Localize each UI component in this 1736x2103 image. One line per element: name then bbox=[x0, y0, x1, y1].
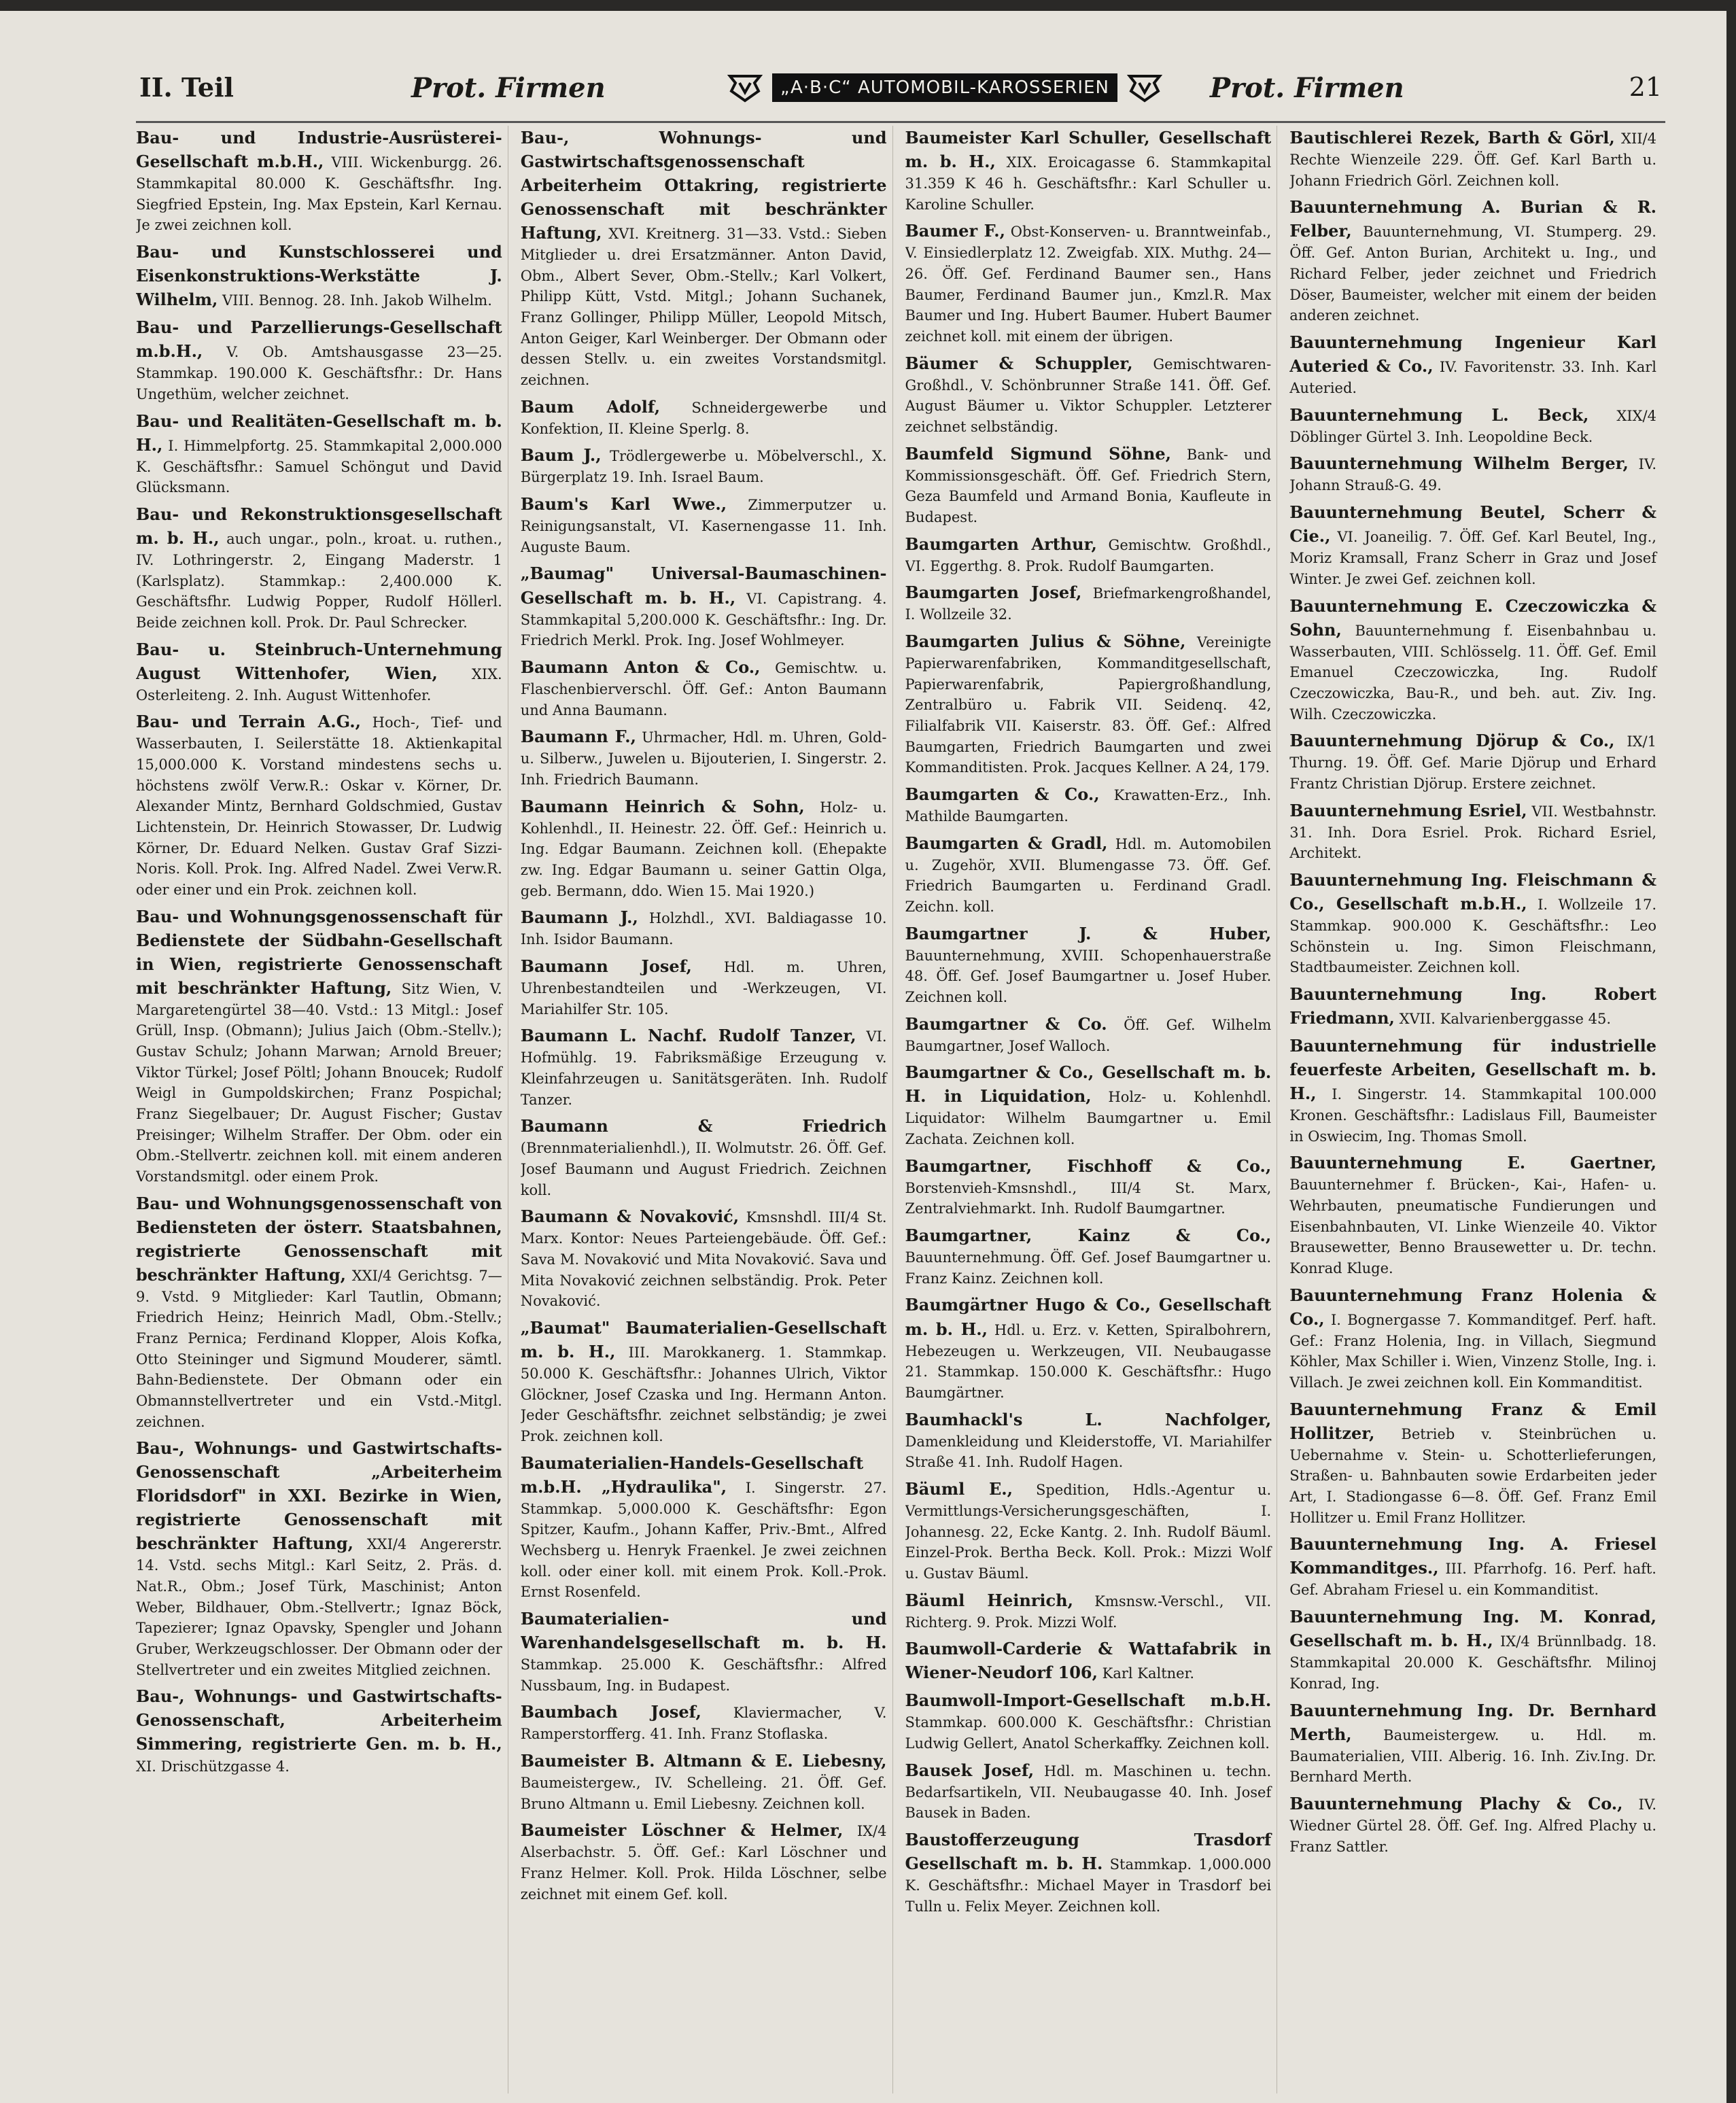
directory-entry bbox=[521, 1451, 887, 1603]
directory-entry bbox=[521, 492, 887, 557]
directory-entry bbox=[905, 1223, 1272, 1289]
directory-entry bbox=[521, 1024, 887, 1110]
firm-details: III. Pfarrhofg. 16. Perf. haft. Gef. Abraham Friesel u. ein Kommanditist. bbox=[1289, 1561, 1656, 1599]
directory-entry bbox=[521, 1204, 887, 1312]
page-number: 21 bbox=[1629, 72, 1662, 102]
firm-name: Bauunternehmung Esriel, bbox=[1289, 800, 1527, 820]
directory-entry bbox=[1289, 1605, 1656, 1694]
directory-entry bbox=[136, 1436, 502, 1680]
directory-entry bbox=[905, 580, 1272, 625]
firm-name: Baumer F., bbox=[905, 221, 1005, 241]
firm-details: Uhrmacher, Hdl. m. Uhren, Gold- u. Silberw., Juwelen u. Bijouterien, I. Singerstr. 2. Inh. Friedrich Baumann. bbox=[520, 729, 887, 788]
firm-name: Baum J., bbox=[520, 445, 602, 466]
firm-name: Baumann F., bbox=[520, 727, 636, 747]
firm-details: Stammkap. 25.000 K. Geschäftsfhr.: Alfred Nussbaum, Ing. in Budapest. bbox=[520, 1656, 887, 1694]
directory-entry bbox=[1289, 729, 1656, 794]
firm-details: I. Singerstr. 14. Stammkapital 100.000 Kronen. Geschäftsfhr.: Ladislaus Fill, Baumeister in Oswiecim, Ing. Thomas Smoll. bbox=[1289, 1086, 1656, 1145]
directory-entry bbox=[1289, 594, 1656, 725]
firm-details: Gemischtw. Großhdl., VI. Eggerthg. 8. Prok. Rudolf Baumgarten. bbox=[905, 536, 1272, 574]
directory-entry bbox=[905, 442, 1272, 528]
firm-name: Baumeister Karl Schuller, Gesellschaft m. b. H., bbox=[905, 128, 1272, 172]
directory-entry bbox=[905, 1293, 1272, 1403]
directory-entry bbox=[521, 725, 887, 790]
firm-details: Holzhdl., XVI. Baldiagasse 10. Inh. Isidor Baumann. bbox=[520, 910, 887, 948]
firm-details: IX/4 Alserbachstr. 5. Öff. Gef.: Karl Löschner und Franz Helmer. Koll. Prok. Hilda Löschner, selbe zeichnet mit einem Gef. koll. bbox=[520, 1823, 887, 1902]
firm-details: III. Marokkanerg. 1. Stammkap. 50.000 K. Geschäftsfhr.: Johannes Ulrich, Viktor Glöckner, Josef Czaska und Ing. Hermann Anton. Jeder Geschäftsfhr. zeichnet selbständig; je zwei Prok. zeichnen koll. bbox=[520, 1344, 887, 1444]
firm-name: Bauunternehmung Ing. Dr. Bernhard Merth, bbox=[1289, 1700, 1656, 1744]
firm-name: Bau- u. Steinbruch-Unternehmung August Wittenhofer, Wien, bbox=[136, 639, 502, 683]
firm-name: Baumfeld Sigmund Söhne, bbox=[905, 443, 1171, 464]
column-1 bbox=[136, 126, 508, 2093]
firm-name: Bau- und Terrain A.G., bbox=[136, 712, 362, 732]
firm-name: Baumeister Löschner & Helmer, bbox=[520, 1820, 844, 1841]
directory-entry bbox=[905, 351, 1272, 438]
firm-details: Krawatten-Erz., Inh. Mathilde Baumgarten. bbox=[905, 787, 1272, 825]
firm-details: Holz- u. Kohlenhdl., II. Heinestr. 22. Öff. Gef.: Heinrich u. Ing. Edgar Baumann. Zeichnen koll. (Ehepakte zw. Ing. Edgar Baumann u. seiner Gattin Olga, geb. Bermann, ddo. Wien 15. Mai 1920.) bbox=[520, 799, 887, 899]
firm-name: Bauunternehmung Franz Holenia & Co., bbox=[1289, 1285, 1656, 1329]
firm-name: Bau- und Wohnungsgenossenschaft von Bediensteten der österr. Staatsbahnen, registrierte Genossenschaft mit beschränkter Haftung, bbox=[136, 1193, 502, 1285]
directory-entry bbox=[1289, 868, 1656, 978]
firm-details: Baumeistergew. u. Hdl. m. Baumaterialien, VIII. Alberig. 16. Inh. Ziv.Ing. Dr. Bernhard Merth. bbox=[1289, 1726, 1656, 1786]
firm-name: Baumann & Friedrich bbox=[520, 1116, 887, 1136]
directory-entry bbox=[521, 1749, 887, 1814]
directory-entry bbox=[905, 1477, 1272, 1584]
firm-name: Bauunternehmung Ingenieur Karl Auteried & Co., bbox=[1289, 332, 1656, 377]
firm-name: „Baumag" Universal-Baumaschinen-Gesellschaft m. b. H., bbox=[520, 563, 887, 608]
firm-name: Baumgarten & Gradl, bbox=[905, 833, 1108, 853]
firm-name: Bauunternehmung Wilhelm Berger, bbox=[1289, 453, 1629, 474]
firm-details: Karl Kaltner. bbox=[1102, 1665, 1195, 1682]
firm-name: Baumann L. Nachf. Rudolf Tanzer, bbox=[520, 1026, 856, 1046]
directory-entry bbox=[1289, 330, 1656, 399]
firm-name: Bau- und Realitäten-Gesellschaft m. b. H., bbox=[136, 411, 502, 455]
firm-name: Baumgärtner Hugo & Co., Gesellschaft m. b. H., bbox=[905, 1295, 1272, 1339]
firm-details: XVII. Kalvarienberggasse 45. bbox=[1399, 1010, 1612, 1027]
firm-name: Bau-, Wohnungs- und Gastwirtschafts-Genossenschaft „Arbeiterheim Floridsdorf" in XXI. Bezirke in Wien, registrierte Genossenschaft mit beschränkter Haftung, bbox=[136, 1438, 502, 1554]
directory-entry bbox=[136, 710, 502, 900]
firm-details: Briefmarkengroßhandel, I. Wollzeile 32. bbox=[905, 585, 1272, 623]
firm-name: Bauunternehmung Ing. A. Friesel Kommanditges., bbox=[1289, 1534, 1656, 1578]
firm-details: XVI. Kreitnerg. 31—33. Vstd.: Sieben Mitglieder u. drei Ersatzmänner. Anton David, Obm., Albert Sever, Obm.-Stellv.; Karl Volkert, Philipp Kütt, Vstd. Mitgl.; Johann Suchanek, Franz Gollinger, Philipp Müller, Leopold Mitsch, Anton Geiger, Karl Weinberger. Der Obmann oder dessen Stellv. u. ein zweites Vorstandsmitgl. zeichnen. bbox=[520, 226, 887, 389]
firm-details: IV. Wiedner Gürtel 28. Öff. Gef. Ing. Alfred Plachy u. Franz Sattler. bbox=[1289, 1796, 1656, 1855]
firm-name: Baumgartner, Kainz & Co., bbox=[905, 1226, 1272, 1246]
directory-entry bbox=[136, 409, 502, 498]
firm-name: Bauunternehmung Ing. Fleischmann & Co., Gesellschaft m.b.H., bbox=[1289, 869, 1656, 914]
directory-entry bbox=[1289, 1283, 1656, 1393]
firm-name: Bautischlerei Rezek, Barth & Görl, bbox=[1289, 128, 1615, 147]
directory-entry bbox=[905, 1688, 1272, 1754]
firm-details: XIX. Osterleiteng. 2. Inh. August Wittenhofer. bbox=[136, 665, 502, 703]
directory-entry bbox=[905, 782, 1272, 827]
directory-entry bbox=[905, 532, 1272, 577]
firm-details: auch ungar., poln., kroat. u. ruthen., IV. Lothringerstr. 2, Eingang Maderstr. 1 (Karlsplatz). Stammkap.: 2,400.000 K. Geschäftsfhr. Ludwig Popper, Rudolf Höllerl. Beide zeichnen koll. Prok. Dr. Paul Schrecker. bbox=[136, 530, 502, 631]
firm-name: Baustofferzeugung Trasdorf Gesellschaft m. b. H. bbox=[905, 1829, 1272, 1873]
firm-details: Bauunternehmung. Öff. Gef. Josef Baumgartner u. Franz Kainz. Zeichnen koll. bbox=[905, 1249, 1272, 1287]
firm-details: I. Himmelpfortg. 25. Stammkapital 2,000.000 K. Geschäftsfhr.: Samuel Schöngut und David Glücksmann. bbox=[136, 437, 502, 496]
firm-details: XIX/4 Döblinger Gürtel 3. Inh. Leopoldine Beck. bbox=[1289, 407, 1656, 445]
directory-entry bbox=[905, 831, 1272, 918]
firm-details: Hdl. m. Uhren, Uhrenbestandteilen und -Werkzeugen, VI. Mariahilfer Str. 105. bbox=[520, 958, 887, 1018]
firm-name: Bauunternehmung Franz & Emil Hollitzer, bbox=[1289, 1399, 1656, 1443]
firm-name: „Baumat" Baumaterialien-Gesellschaft m. b. H., bbox=[520, 1317, 887, 1361]
firm-name: Bauunternehmung A. Burian & R. Felber, bbox=[1289, 197, 1656, 241]
directory-entry bbox=[521, 395, 887, 440]
directory-entry bbox=[1289, 500, 1656, 589]
firm-details: Öff. Gef. Wilhelm Baumgartner, Josef Walloch. bbox=[905, 1016, 1272, 1054]
firm-name: Bauunternehmung Plachy & Co., bbox=[1289, 1793, 1623, 1813]
firm-details: (Brennmaterialienhdl.), II. Wolmutstr. 26. Öff. Gef. Josef Baumann und August Friedrich. Zeichnen koll. bbox=[520, 1140, 887, 1198]
section-title-right: Prot. Firmen bbox=[1210, 72, 1404, 104]
firm-name: Baumgartner & Co., Gesellschaft m. b. H. in Liquidation, bbox=[905, 1062, 1272, 1107]
directory-entry bbox=[905, 1154, 1272, 1219]
firm-details: Stammkap. 600.000 K. Geschäftsfhr.: Christian Ludwig Gellert, Anatol Scherkaffky. Zeichnen koll. bbox=[905, 1714, 1272, 1752]
directory-entry bbox=[521, 905, 887, 950]
crest-icon bbox=[1127, 72, 1162, 103]
directory-entry bbox=[521, 1607, 887, 1696]
firm-details: XI. Drischützgasse 4. bbox=[136, 1758, 290, 1775]
directory-entry bbox=[1289, 451, 1656, 496]
firm-name: Baumeister B. Altmann & E. Liebesny, bbox=[520, 1750, 887, 1771]
firm-details: VII. Westbahnstr. 31. Inh. Dora Esriel. Prok. Richard Esriel, Architekt. bbox=[1289, 803, 1656, 862]
directory-entry bbox=[521, 795, 887, 902]
firm-details: Gemischtw. u. Flaschenbierverschl. Öff. Gef.: Anton Baumann und Anna Baumann. bbox=[520, 659, 887, 718]
firm-details: Bauunternehmung, VI. Stumperg. 29. Öff. Gef. Anton Burian, Architekt u. Ing., und Richard Felber, jeder zeichnet und Friedrich Döser, Baumeister, welcher mit einem der beiden anderen zeichnet. bbox=[1289, 224, 1656, 324]
column-4 bbox=[1289, 126, 1662, 2093]
column-3 bbox=[905, 126, 1278, 2093]
directory-entry bbox=[136, 240, 502, 311]
directory-entry bbox=[905, 1758, 1272, 1824]
firm-details: IX/4 Brünnlbadg. 18. Stammkapital 20.000 K. Geschäftsfhr. Milinoj Konrad, Ing. bbox=[1289, 1633, 1656, 1692]
directory-entry bbox=[136, 638, 502, 706]
scan-border-top bbox=[0, 0, 1736, 11]
firm-name: Baumwoll-Carderie & Wattafabrik in Wiener-Neudorf 106, bbox=[905, 1639, 1272, 1683]
firm-name: Baumann J., bbox=[520, 907, 638, 928]
directory-entry bbox=[1289, 1792, 1656, 1857]
firm-details: I. Bognergasse 7. Kommanditgef. Perf. haft. Gef.: Franz Holenia, Ing. in Villach, Siegmund Köhler, Max Schiller i. Wien, Vinzenz Stolle, Ing. i. Villach. Je zwei zeichnen koll. Ein Kommanditist. bbox=[1289, 1311, 1656, 1391]
entry-columns bbox=[136, 126, 1662, 2093]
firm-name: Baumbach Josef, bbox=[520, 1702, 701, 1722]
firm-name: Bau- und Wohnungsgenossenschaft für Bedienstete der Südbahn-Gesellschaft in Wien, registrierte Genossenschaft mit beschränkter Haftung, bbox=[136, 906, 502, 998]
column-2 bbox=[521, 126, 893, 2093]
directory-entry bbox=[905, 1828, 1272, 1917]
firm-name: Bau-, Wohnungs- und Gastwirtschafts-Genossenschaft, Arbeiterheim Simmering, registrierte Gen. m. b. H., bbox=[136, 1686, 502, 1754]
firm-name: Baumann Heinrich & Sohn, bbox=[520, 796, 805, 816]
firm-name: Bauunternehmung Djörup & Co., bbox=[1289, 731, 1615, 751]
firm-name: Baum's Karl Wwe., bbox=[520, 494, 727, 515]
directory-entry bbox=[136, 315, 502, 404]
directory-entry bbox=[905, 1060, 1272, 1149]
directory-entry bbox=[905, 219, 1272, 347]
firm-details: Bauunternehmer f. Brücken-, Kai-, Hafen- u. Wehrbauten, pneumatische Fundierungen und Eisenbahnbauten, VI. Linke Wienzeile 40. Viktor Brausewetter, Benno Brausewetter u. Dr. techn. Konrad Kluge. bbox=[1289, 1177, 1656, 1277]
firm-name: Bausek Josef, bbox=[905, 1760, 1035, 1780]
firm-name: Bauunternehmung L. Beck, bbox=[1289, 404, 1589, 425]
directory-entry bbox=[905, 1637, 1272, 1684]
firm-name: Baumann Anton & Co., bbox=[520, 657, 761, 677]
directory-entry bbox=[905, 1012, 1272, 1057]
firm-details: Hoch-, Tief- und Wasserbauten, I. Seilerstätte 18. Aktienkapital 15,000.000 K. Vorstand mindestens sechs u. höchstens zwölf Verw.R.: Oskar v. Körner, Dr. Alexander Mintz, Bernhard Goldschmied, Gustav Lichtenstein, Dr. Heinrich Stowasser, Dr. Ludwig Körner, Dr. Eduard Nelken. Gustav Graf Sizzi-Noris. Koll. Prok. Ing. Alfred Nadel. Zwei Verw.R. oder einer und ein Prok. zeichnen koll. bbox=[136, 714, 502, 898]
firm-details: Bank- und Kommissionsgeschäft. Öff. Gef. Friedrich Stern, Geza Baumfeld und Armand Bonia, Kaufleute in Budapest. bbox=[905, 446, 1272, 526]
part-label: II. Teil bbox=[139, 72, 234, 103]
directory-entry bbox=[1289, 982, 1656, 1030]
firm-details: Bauunternehmung, XVIII. Schopenhauerstraße 48. Öff. Gef. Josef Baumgartner u. Josef Huber. Zeichnen koll. bbox=[905, 947, 1272, 1006]
firm-name: Baumgartner J. & Huber, bbox=[905, 923, 1272, 943]
firm-name: Baumgarten Josef, bbox=[905, 583, 1082, 603]
firm-details: VIII. Wickenburgg. 26. Stammkapital 80.000 K. Geschäftsfhr. Ing. Siegfried Epstein, Ing. Max Epstein, Karl Kernau. Je zwei zeichnen koll. bbox=[136, 154, 502, 234]
firm-details: Zimmerputzer u. Reinigungsanstalt, VI. Kasernengasse 11. Inh. Auguste Baum. bbox=[520, 497, 887, 555]
firm-name: Bäumer & Schuppler, bbox=[905, 353, 1133, 373]
firm-details: I. Wollzeile 17. Stammkap. 900.000 K. Geschäftsfhr.: Leo Schönstein u. Ing. Simon Fleischmann, Stadtbaumeister. Zeichnen koll. bbox=[1289, 896, 1657, 976]
directory-entry bbox=[1289, 1151, 1656, 1279]
directory-entry bbox=[136, 502, 502, 633]
firm-details: Stammkap. 1,000.000 K. Geschäftsfhr.: Michael Mayer in Trasdorf bei Tulln u. Felix Meyer. Zeichnen koll. bbox=[905, 1856, 1272, 1915]
firm-details: Vereinigte Papierwarenfabriken, Kommanditgesellschaft, Papierwarenfabrik, Papiergroßhandlung, Zentralbüro u. Fabrik VII. Seidenq. 42, Filialfabrik VII. Kaiserstr. 83. Öff. Gef.: Alfred Baumgarten, Friedrich Baumgarten und zwei Kommanditisten. Prok. Jacques Kellner. A 24, 179. bbox=[905, 634, 1272, 776]
firm-details: Trödlergewerbe u. Möbelverschl., X. Bürgerplatz 19. Inh. Israel Baum. bbox=[520, 448, 887, 486]
firm-details: Damenkleidung und Kleiderstoffe, VI. Mariahilfer Straße 41. Inh. Rudolf Hagen. bbox=[905, 1433, 1272, 1471]
directory-entry bbox=[521, 655, 887, 720]
firm-details: Hdl. m. Automobilen u. Zugehör, XVII. Blumengasse 73. Öff. Gef. Friedrich Baumgarten u. Ferdinand Gradl. Zeichn. koll. bbox=[905, 835, 1272, 916]
directory-entry bbox=[521, 1316, 887, 1447]
firm-details: Kmsnsw.-Verschl., VII. Richterg. 9. Prok. Mizzi Wolf. bbox=[905, 1593, 1272, 1631]
directory-entry bbox=[521, 954, 887, 1020]
firm-name: Bauunternehmung Ing. Robert Friedmann, bbox=[1289, 984, 1656, 1028]
firm-details: Hdl. u. Erz. v. Ketten, Spiralbohrern, Hebezeugen u. Werkzeugen, VII. Neubaugasse 21. Stammkap. 150.000 K. Geschäftsfhr.: Hugo Baumgärtner. bbox=[905, 1321, 1272, 1401]
directory-entry bbox=[1289, 1532, 1656, 1601]
firm-details: I. Singerstr. 27. Stammkap. 5,000.000 K. Geschäftsfhr: Egon Spitzer, Kaufm., Johann Kaffer, Priv.-Bmt., Alfred Wechsberg u. Henryk Fraenkel. Je zwei zeichnen koll. oder einer koll. mit einem Prok. Koll.-Prok. Ernst Rosenfeld. bbox=[520, 1479, 887, 1601]
firm-name: Baumann & Novaković, bbox=[520, 1206, 740, 1227]
firm-name: Bau- und Parzellierungs-Gesellschaft m.b.H., bbox=[136, 317, 502, 362]
firm-details: Obst-Konserven- u. Branntweinfab., V. Einsiedlerplatz 12. Zweigfab. XIX. Muthg. 24—26. Öff. Gef. Ferdinand Baumer sen., Hans Baumer, Ferdinand Baumer jun., Kmzl.R. Max Baumer und Ing. Hubert Baumer. Hubert Baumer zeichnet koll. mit einem der übrigen. bbox=[905, 224, 1272, 345]
directory-entry bbox=[521, 1818, 887, 1905]
firm-name: Baumgartner & Co. bbox=[905, 1013, 1107, 1034]
firm-details: Betrieb v. Steinbrüchen u. Uebernahme v. Stein- u. Schotterlieferungen, Straßen- u. Bahnbauten sowie Erdarbeiten jeder Art, I. Stadiongasse 6—8. Öff. Gef. Franz Emil Hollitzer u. Emil Franz Hollitzer. bbox=[1289, 1425, 1656, 1526]
directory-entry bbox=[905, 1408, 1272, 1473]
banner-text: „A·B·C“ AUTOMOBIL-KAROSSERIEN bbox=[772, 73, 1117, 102]
directory-entry bbox=[136, 1684, 502, 1777]
firm-details: Bauunternehmung f. Eisenbahnbau u. Wasserbauten, VIII. Schlösselg. 11. Öff. Gef. Emil Emanuel Czeczowiczka, Ing. Rudolf Czeczowiczka, Bau-R., und beh. aut. Ziv. Ing. Wilh. Czeczowiczka. bbox=[1289, 622, 1656, 723]
directory-entry bbox=[521, 443, 887, 488]
directory-entry bbox=[136, 126, 502, 236]
firm-details: Borstenvieh-Kmsnshdl., III/4 St. Marx, Zentralviehmarkt. Inh. Rudolf Baumgartner. bbox=[905, 1179, 1272, 1217]
firm-details: VI. Capistrang. 4. Stammkapital 5,200.000 K. Geschäftsfhr.: Ing. Dr. Friedrich Merkl. Prok. Ing. Josef Wohlmeyer. bbox=[520, 590, 887, 649]
firm-details: XIX. Eroicagasse 6. Stammkapital 31.359 K 46 h. Geschäftsfhr.: Karl Schuller u. Karoline Schuller. bbox=[905, 154, 1272, 213]
directory-entry bbox=[905, 922, 1272, 1008]
firm-details: IV. Favoritenstr. 33. Inh. Karl Auteried. bbox=[1289, 359, 1656, 397]
firm-details: Kmsnshdl. III/4 St. Marx. Kontor: Neues Parteiengebäude. Öff. Gef.: Sava M. Novaković und Mita Novaković. Sava und Mita Novaković zeichnen selbständig. Prok. Peter Novaković. bbox=[520, 1209, 887, 1310]
firm-details: Gemischtwaren-Großhdl., V. Schönbrunner Straße 141. Öff. Gef. August Bäumer u. Viktor Schuppler. Letzterer zeichnet selbständig. bbox=[905, 355, 1272, 436]
firm-details: VI. Joaneilig. 7. Öff. Gef. Karl Beutel, Ing., Moriz Kramsall, Franz Scherr in Graz und Josef Winter. Je zwei Gef. zeichnen koll. bbox=[1289, 529, 1656, 587]
directory-entry bbox=[521, 126, 887, 391]
firm-name: Bauunternehmung Ing. M. Konrad, Gesellschaft m. b. H., bbox=[1289, 1607, 1656, 1651]
crest-icon bbox=[727, 72, 763, 103]
firm-name: Baumgarten Julius & Söhne, bbox=[905, 631, 1186, 652]
firm-name: Baumaterialien-Handels-Gesellschaft m.b.H. „Hydraulika", bbox=[520, 1453, 864, 1497]
directory-entry bbox=[1289, 403, 1656, 448]
firm-name: Baumwoll-Import-Gesellschaft m.b.H. bbox=[905, 1690, 1272, 1711]
firm-name: Bauunternehmung für industrielle feuerfeste Arbeiten, Gesellschaft m. b. H., bbox=[1289, 1035, 1656, 1104]
directory-entry bbox=[1289, 1034, 1656, 1147]
directory-entry bbox=[1289, 126, 1656, 191]
firm-name: Baumhackl's L. Nachfolger, bbox=[905, 1409, 1272, 1429]
firm-details: Spedition, Hdls.-Agentur u. Vermittlungs-Versicherungsgeschäften, I. Johannesg. 22, Ecke Kantg. 2. Inh. Rudolf Bäuml. Einzel-Prok. Bertha Beck. Koll. Prok.: Mizzi Wolf u. Gustav Bäuml. bbox=[905, 1481, 1272, 1582]
directory-entry bbox=[521, 1700, 887, 1745]
firm-name: Baumann Josef, bbox=[520, 956, 692, 976]
firm-name: Bauunternehmung Beutel, Scherr & Cie., bbox=[1289, 502, 1656, 546]
firm-name: Bäuml E., bbox=[905, 1478, 1013, 1499]
firm-details: XII/4 Rechte Wienzeile 229. Öff. Gef. Karl Barth u. Johann Friedrich Görl. Zeichnen koll. bbox=[1289, 131, 1656, 189]
section-title-left: Prot. Firmen bbox=[411, 72, 606, 104]
firm-name: Baumgartner, Fischhoff & Co., bbox=[905, 1155, 1272, 1176]
header-rule bbox=[136, 121, 1665, 123]
directory-entry bbox=[1289, 1397, 1656, 1529]
firm-details: V. Ob. Amtshausgasse 23—25. Stammkap. 190.000 K. Geschäftsfhr.: Dr. Hans Ungethüm, welcher zeichnet. bbox=[136, 344, 502, 402]
directory-entry bbox=[1289, 195, 1656, 326]
firm-details: IX/1 Thurng. 19. Öff. Gef. Marie Djörup und Erhard Frantz Christian Djörup. Erstere zeichnet. bbox=[1289, 733, 1656, 792]
scan-border-right bbox=[1726, 0, 1736, 2103]
directory-entry bbox=[521, 1114, 887, 1200]
firm-details: VI. Hofmühlg. 19. Fabriksmäßige Erzeugung v. Kleinfahrzeugen u. Sanitätsgeräten. Inh. Rudolf Tanzer. bbox=[520, 1028, 887, 1108]
firm-name: Bau- und Rekonstruktionsgesellschaft m. b. H., bbox=[136, 504, 502, 548]
firm-details: Holz- u. Kohlenhdl. Liquidator: Wilhelm Baumgartner u. Emil Zachata. Zeichnen koll. bbox=[905, 1089, 1272, 1148]
firm-name: Bauunternehmung E. Czeczowiczka & Sohn, bbox=[1289, 595, 1656, 640]
firm-name: Baumaterialien- und Warenhandelsgesellschaft m. b. H. bbox=[520, 1608, 887, 1652]
directory-entry bbox=[1289, 1699, 1656, 1788]
directory-entry bbox=[905, 629, 1272, 778]
firm-details: XXI/4 Angererstr. 14. Vstd. sechs Mitgl.: Karl Seitz, 2. Präs. d. Nat.R., Obm.; Josef Türk, Maschinist; Anton Weber, Bildhauer, Obm.-Stellvertr.; Ignaz Böck, Tapezierer; Ignaz Opavsky, Spengler und Johann Gruber, Werkzeugschlosser. Der Obmann oder der Stellvertreter und ein zweites Mitglied zeichnen. bbox=[136, 1536, 502, 1678]
directory-entry bbox=[136, 1192, 502, 1433]
directory-entry bbox=[905, 126, 1272, 215]
directory-entry bbox=[1289, 799, 1656, 864]
directory-entry bbox=[136, 905, 502, 1187]
firm-name: Bau- und Kunstschlosserei und Eisenkonstruktions-Werkstätte J. Wilhelm, bbox=[136, 242, 502, 310]
firm-details: Klaviermacher, V. Ramperstorfferg. 41. Inh. Franz Stoflaska. bbox=[520, 1705, 887, 1743]
firm-details: IV. Johann Strauß-G. 49. bbox=[1289, 456, 1656, 494]
firm-details: Baumeistergew., IV. Schelleing. 21. Öff. Gef. Bruno Altmann u. Emil Liebesny. Zeichnen koll. bbox=[520, 1775, 887, 1812]
advertisement-banner bbox=[687, 69, 1203, 106]
firm-name: Baumgarten & Co., bbox=[905, 784, 1100, 805]
firm-name: Bau-, Wohnungs- und Gastwirtschaftsgenossenschaft Arbeiterheim Ottakring, registrierte Genossenschaft mit beschränkter Haftung, bbox=[520, 128, 887, 243]
firm-name: Bäuml Heinrich, bbox=[905, 1590, 1073, 1610]
directory-entry bbox=[905, 1588, 1272, 1633]
directory-entry bbox=[521, 561, 887, 650]
firm-details: Schneidergewerbe und Konfektion, II. Kleine Sperlg. 8. bbox=[520, 399, 887, 437]
firm-name: Baumgarten Arthur, bbox=[905, 534, 1097, 554]
firm-details: Hdl. m. Maschinen u. techn. Bedarfsartikeln, VII. Neubaugasse 40. Inh. Josef Bausek in Baden. bbox=[905, 1762, 1272, 1822]
firm-name: Bauunternehmung E. Gaertner, bbox=[1289, 1153, 1656, 1173]
firm-name: Bau- und Industrie-Ausrüsterei-Gesellschaft m.b.H., bbox=[136, 128, 502, 172]
firm-details: XXI/4 Gerichtsg. 7—9. Vstd. 9 Mitglieder: Karl Tautlin, Obmann; Friedrich Heinz; Heinrich Madl, Obm.-Stellv.; Franz Pernica; Ferdinand Klopper, Alois Kofka, Otto Steininger und Sigmund Mouderer, sämtl. Bahn-Bedienstete. Der Obmann oder ein Obmannstellvertreter und ein Vstd.-Mitgl. zeichnen. bbox=[136, 1267, 502, 1430]
page-header bbox=[139, 65, 1662, 114]
firm-details: VIII. Bennog. 28. Inh. Jakob Wilhelm. bbox=[222, 292, 492, 309]
firm-details: Sitz Wien, V. Margaretengürtel 38—40. Vstd.: 13 Mitgl.: Josef Grüll, Insp. (Obmann); Julius Jaich (Obm.-Stellv.); Gustav Schulz; Johann Marwan; Arnold Breuer; Viktor Türkel; Josef Pöltl; Johann Bnoucek; Rudolf Weigl in Gumpoldskirchen; Franz Pospichal; Franz Siegelbauer; Dr. August Fischer; Gustav Preisinger; Wilhelm Straffer. Der Obm. oder ein Obm.-Stellvertr. zeichnen koll. mit einem anderen Vorstandsmitgl. oder einem Prok. bbox=[136, 980, 502, 1185]
firm-name: Baum Adolf, bbox=[520, 396, 661, 417]
